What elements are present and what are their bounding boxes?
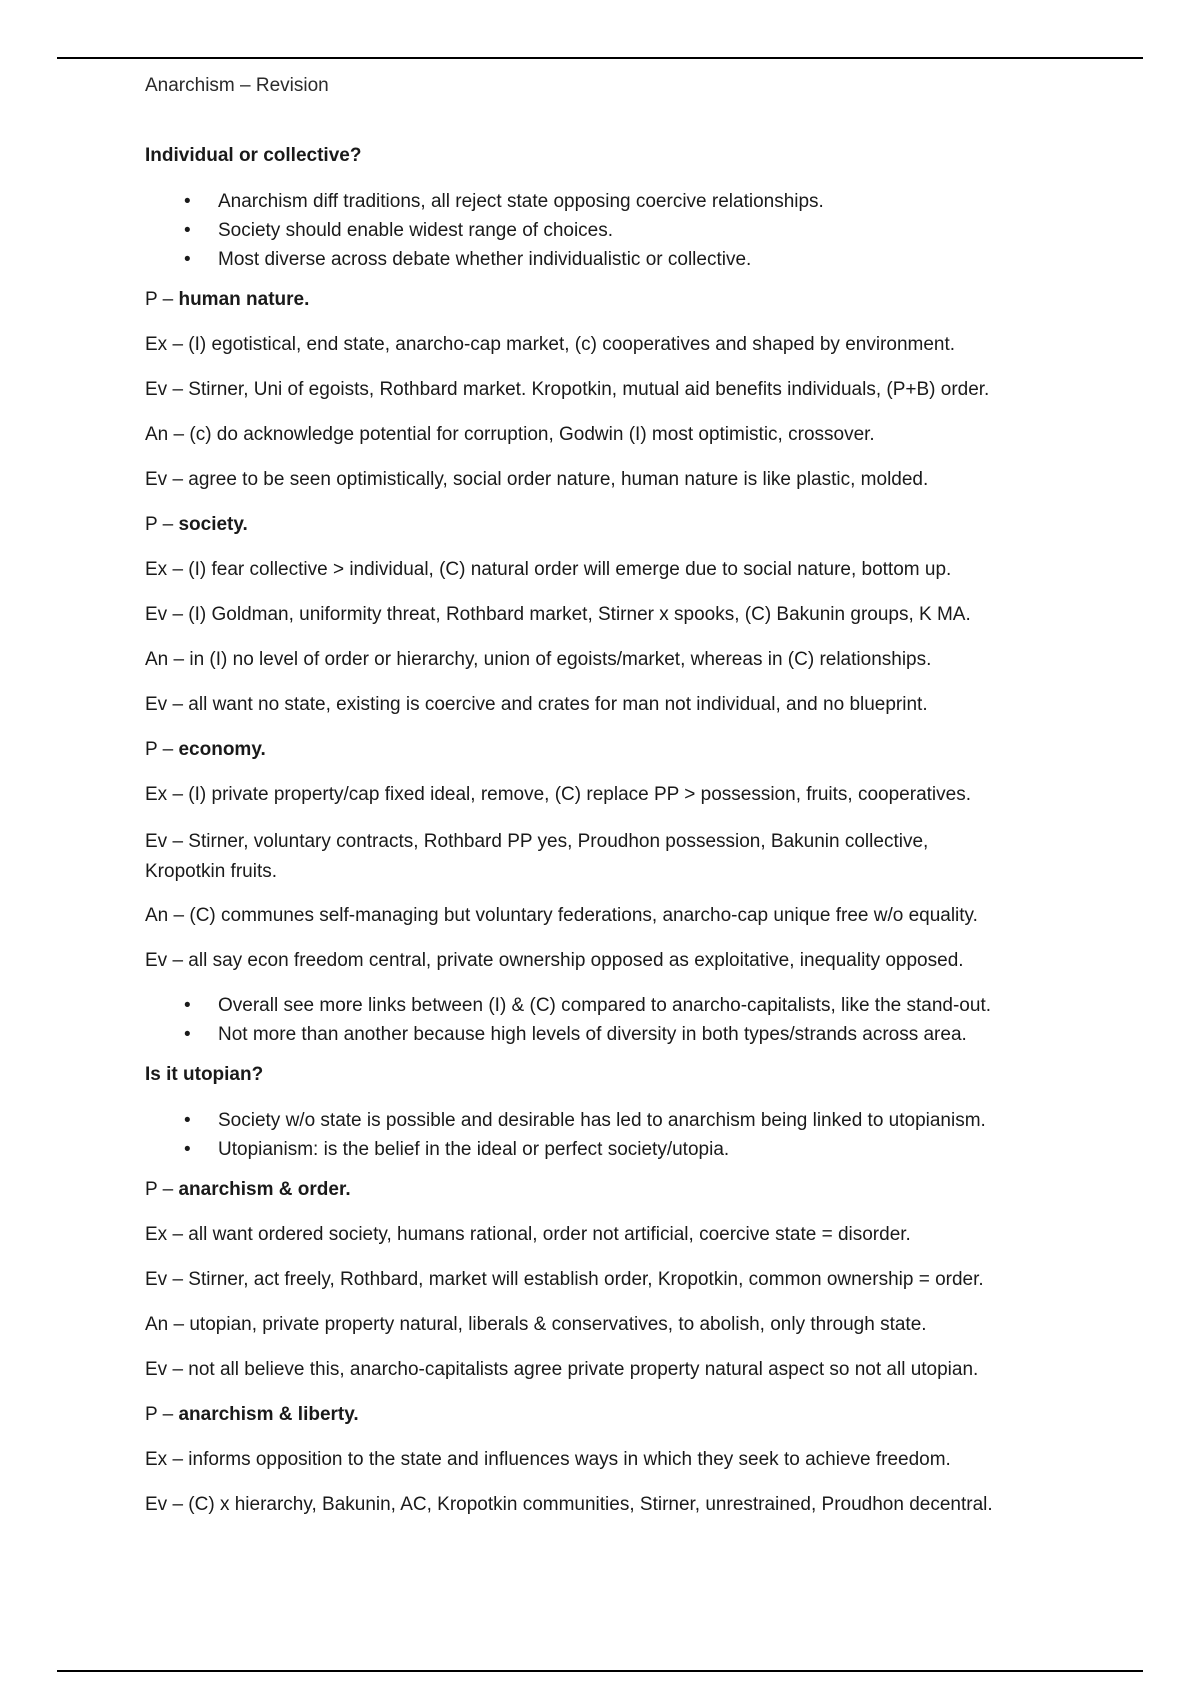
bullet-icon: • — [184, 1139, 191, 1160]
bullet-icon: • — [184, 249, 191, 270]
evidence-line: Ev – Stirner, voluntary contracts, Rothbard PP yes, Proudhon possession, Bakunin collective, Kropotkin fruits. — [145, 831, 929, 882]
list-item: • Utopianism: is the belief in the ideal or perfect society/utopia. — [145, 1135, 1065, 1164]
bullet-list-individual-conclusion — [145, 991, 1065, 1049]
evidence-line: Ev – Stirner, act freely, Rothbard, market will establish order, Kropotkin, common ownership = order. — [145, 1269, 984, 1290]
analysis-line: An – (c) do acknowledge potential for corruption, Godwin (I) most optimistic, crossover. — [145, 424, 875, 445]
bottom-rule — [57, 1670, 1143, 1672]
bullet-list-utopian-intro — [145, 1106, 1065, 1164]
point-topic: anarchism & liberty. — [178, 1404, 359, 1425]
point-topic: society. — [178, 514, 248, 535]
analysis-line: An – in (I) no level of order or hierarchy, union of egoists/market, whereas in (C) relationships. — [145, 649, 932, 670]
analysis-line: An – utopian, private property natural, liberals & conservatives, to abolish, only through state. — [145, 1314, 927, 1335]
list-item: • Not more than another because high levels of diversity in both types/strands across area. — [145, 1020, 1065, 1049]
evidence-line: Ev – Stirner, Uni of egoists, Rothbard market. Kropotkin, mutual aid benefits individuals, (P+B) order. — [145, 379, 990, 400]
evaluation-line: Ev – all say econ freedom central, private ownership opposed as exploitative, inequality opposed. — [145, 950, 964, 971]
point-topic: economy. — [178, 739, 266, 760]
bullet-icon: • — [184, 1110, 191, 1131]
list-item: • Society w/o state is possible and desirable has led to anarchism being linked to utopianism. — [145, 1106, 1065, 1135]
point-topic: human nature. — [178, 289, 310, 310]
point-topic: anarchism & order. — [178, 1179, 351, 1200]
evaluation-line: Ev – all want no state, existing is coercive and crates for man not individual, and no blueprint. — [145, 694, 928, 715]
point-order: P – anarchism & order. — [145, 1179, 351, 1200]
bullet-icon: • — [184, 191, 191, 212]
bullet-list-individual-intro — [145, 187, 1065, 274]
document-body — [145, 143, 1065, 1537]
bullet-icon: • — [184, 995, 191, 1016]
point-economy: P – economy. — [145, 739, 266, 760]
evaluation-line: Ev – agree to be seen optimistically, social order nature, human nature is like plastic, molded. — [145, 469, 929, 490]
bullet-icon: • — [184, 220, 191, 241]
point-human-nature: P – human nature. — [145, 289, 310, 310]
analysis-line: An – (C) communes self-managing but voluntary federations, anarcho-cap unique free w/o equality. — [145, 905, 978, 926]
list-item: • Society should enable widest range of choices. — [145, 216, 1065, 245]
explanation-line: Ex – (I) fear collective > individual, (C) natural order will emerge due to social nature, bottom up. — [145, 559, 952, 580]
explanation-line: Ex – informs opposition to the state and influences ways in which they seek to achieve freedom. — [145, 1449, 951, 1470]
explanation-line: Ex – all want ordered society, humans rational, order not artificial, coercive state = disorder. — [145, 1224, 911, 1245]
page-header: Anarchism – Revision — [145, 75, 329, 96]
point-liberty: P – anarchism & liberty. — [145, 1404, 359, 1425]
bullet-icon: • — [184, 1024, 191, 1045]
evidence-line: Ev – (I) Goldman, uniformity threat, Rothbard market, Stirner x spooks, (C) Bakunin groups, K MA. — [145, 604, 971, 625]
section-heading-individual: Individual or collective? — [145, 145, 362, 166]
list-item: • Anarchism diff traditions, all reject state opposing coercive relationships. — [145, 187, 1065, 216]
section-heading-utopian: Is it utopian? — [145, 1064, 264, 1085]
explanation-line: Ex – (I) private property/cap fixed ideal, remove, (C) replace PP > possession, fruits, cooperatives. — [145, 784, 971, 805]
evaluation-line: Ev – not all believe this, anarcho-capitalists agree private property natural aspect so not all utopian. — [145, 1359, 979, 1380]
point-society: P – society. — [145, 514, 248, 535]
list-item: • Most diverse across debate whether individualistic or collective. — [145, 245, 1065, 274]
explanation-line: Ex – (I) egotistical, end state, anarcho-cap market, (c) cooperatives and shaped by environment. — [145, 334, 956, 355]
top-rule — [57, 57, 1143, 59]
evidence-line: Ev – (C) x hierarchy, Bakunin, AC, Kropotkin communities, Stirner, unrestrained, Proudhon decentral. — [145, 1494, 993, 1515]
list-item: • Overall see more links between (I) & (C) compared to anarcho-capitalists, like the stand-out. — [145, 991, 1065, 1020]
